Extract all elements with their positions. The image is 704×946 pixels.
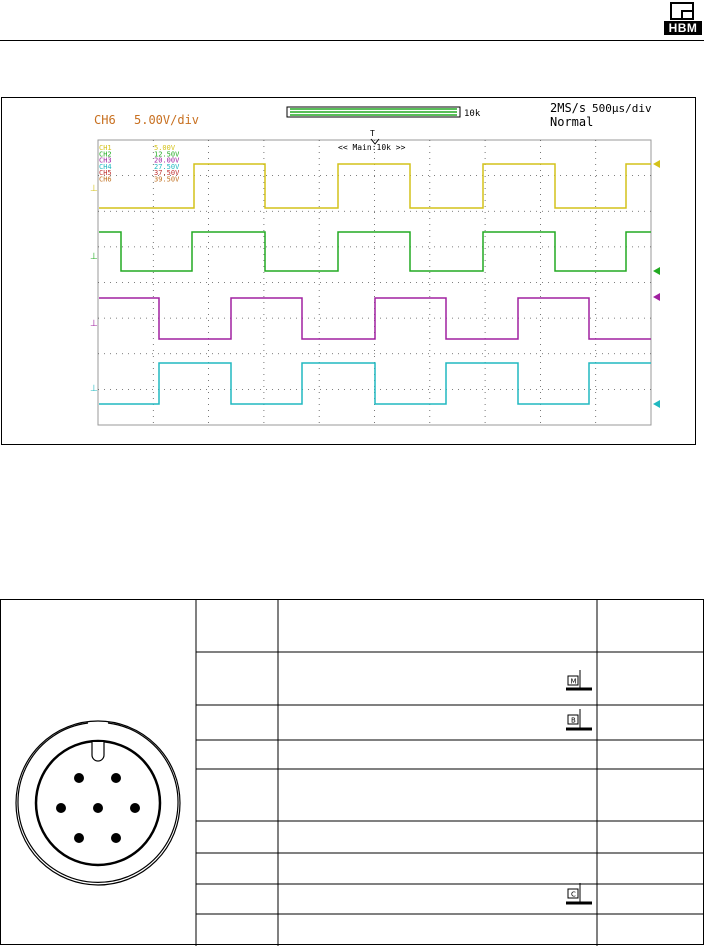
logo-icon — [670, 2, 694, 20]
level-marker — [653, 400, 660, 408]
channel-offset: 5.00V — [154, 144, 176, 152]
ground-marker: ⊥ — [90, 384, 98, 394]
waveform-trace — [99, 298, 651, 339]
hbm-logo — [664, 2, 702, 36]
channel-offset: 39.50V — [154, 175, 180, 184]
pin-contact — [74, 833, 84, 843]
table-canvas — [1, 600, 704, 946]
level-marker — [653, 293, 660, 301]
channel-name: CH2 — [99, 150, 112, 159]
svg-text:C: C — [571, 890, 576, 899]
waveform-trace — [99, 363, 651, 404]
ground-symbol-c — [566, 883, 592, 903]
pin-contact — [130, 803, 140, 813]
waveform-trace — [99, 164, 651, 208]
trigger-mark: T — [370, 129, 375, 138]
svg-text:B: B — [571, 716, 576, 725]
connector-diagram — [16, 721, 180, 885]
pin-contact — [111, 833, 121, 843]
row-dividers — [196, 652, 704, 914]
sample-rate: 2MS/s — [550, 101, 587, 115]
channel-label: CH6 — [94, 113, 116, 127]
svg-text:M: M — [570, 677, 577, 686]
main-label: << Main:10k >> — [338, 143, 406, 152]
channel-name: CH6 — [99, 175, 112, 184]
memory-bar — [287, 107, 460, 117]
channel-name: CH1 — [99, 144, 112, 152]
oscilloscope-screenshot — [1, 97, 696, 445]
header-rule — [0, 40, 704, 41]
ground-marker: ⊥ — [90, 184, 98, 194]
memory-label: 10k — [464, 109, 481, 119]
channel-offset: 12.50V — [154, 150, 180, 159]
channel-name: CH4 — [99, 162, 112, 171]
ground-symbol-b — [566, 709, 592, 729]
waveform-trace — [99, 232, 651, 271]
level-marker — [653, 267, 660, 275]
pin-assignment-table — [0, 599, 704, 945]
level-marker — [653, 160, 660, 168]
pin-contact — [111, 773, 121, 783]
channel-offset: 37.50V — [154, 169, 180, 178]
trigger-mode: Normal — [550, 115, 594, 129]
pin-contact — [93, 803, 103, 813]
pin-contact — [74, 773, 84, 783]
pin-contact — [56, 803, 66, 813]
channel-offset: 27.50V — [154, 162, 180, 171]
channel-name: CH5 — [99, 169, 112, 178]
timebase: 500µs/div — [592, 102, 652, 115]
scope-canvas — [2, 98, 697, 446]
ground-symbol-m — [566, 670, 592, 689]
logo-text: HBM — [664, 21, 702, 35]
ground-marker: ⊥ — [90, 319, 98, 329]
channel-name: CH3 — [99, 156, 112, 165]
channel-offset: 20.00V — [154, 156, 180, 165]
scale-label: 5.00V/div — [134, 113, 200, 127]
ground-marker: ⊥ — [90, 252, 98, 262]
channel-list — [99, 144, 180, 184]
